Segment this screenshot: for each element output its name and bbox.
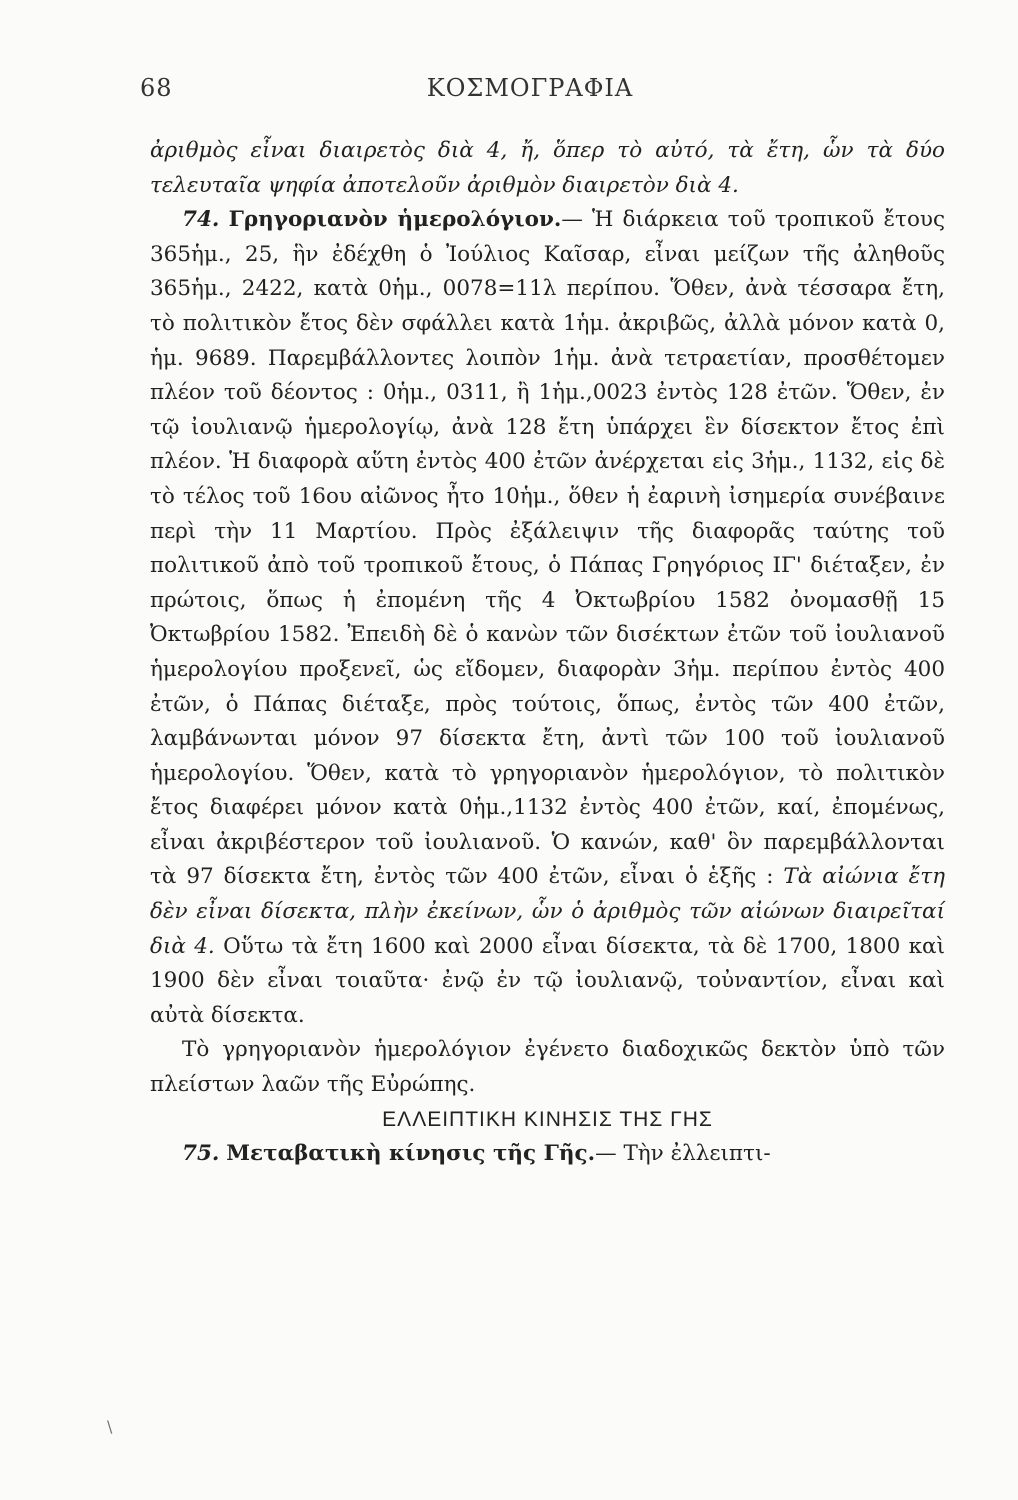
section-74-text: — Ἡ διάρκεια τοῦ τροπικοῦ ἔτους 365ἡμ., 25, ἣν ἐδέχθη ὁ Ἰούλιος Καῖσαρ, εἶναι μείζων τῆς ἀληθοῦς 365ἡμ., 2422, κατὰ 0ἡμ., 0078=11λ περίπου. Ὅθεν, ἀνὰ τέσσαρα ἔτη, τὸ πολιτικὸν ἔτος δὲν σφάλλει κατὰ 1ἡμ. ἀκριβῶς, ἀλλὰ μόνον κατὰ 0, ἡμ. 9689. Παρεμβάλλοντες λοιπὸν 1ἡμ. ἀνὰ τετραετίαν, προσθέτομεν πλέον τοῦ δέοντος : 0ἡμ., 0311, ἢ 1ἡμ.,0023 ἐντὸς 128 ἐτῶν. Ὅθεν, ἐν τῷ ἰουλιανῷ ἡμερολογίῳ, ἀνὰ 128 ἔτη ὑπάρχει ἓν δίσεκτον ἔτος ἐπὶ πλέον. Ἡ διαφορὰ αὕτη ἐντὸς 400 ἐτῶν ἀνέρχεται εἰς 3ἡμ., 1132, εἰς δὲ τὸ τέλος τοῦ 16ου αἰῶνος ἦτο 10ἡμ., ὅθεν ἡ ἐαρινὴ ἰσημερία συνέβαινε περὶ τὴν 11 Μαρτίου. Πρὸς ἐξάλειψιν τῆς διαφορᾶς ταύτης τοῦ πολιτικοῦ ἀπὸ τοῦ τροπικοῦ ἔτους, ὁ Πάπας Γρηγόριος ΙΓ' διέταξεν, ἐν πρώτοις, ὅπως ἡ ἐπομένη τῆς 4 Ὀκτωβρίου 1582 ὀνομασθῇ 15 Ὀκτωβρίου 1582. Ἐπειδὴ δὲ ὁ κανὼν τῶν δισέκτων ἐτῶν τοῦ ἰουλιανοῦ ἡμερολογίου προξενεῖ, ὡς εἴδομεν, διαφορὰν 3ἡμ. περίπου ἐντὸς 400 ἐτῶν, ὁ Πάπας διέταξε, πρὸς τούτοις, ὅπως, ἐντὸς τῶν 400 ἐτῶν, λαμβάνωνται μόνον 97 δίσεκτα ἔτη, ἀντὶ τῶν 100 τοῦ ἰουλιανοῦ ἡμερολογίου. Ὅθεν, κατὰ τὸ γρηγοριανὸν ἡμερολόγιον, τὸ πολιτικὸν ἔτος διαφέρει μόνον κατὰ 0ἡμ.,1132 ἐντὸς 400 ἐτῶν, καί, ἐπομένως, εἶναι ἀκριβέστερον τοῦ ἰουλιανοῦ. Ὁ κανών, καθ' ὃν παρεμβάλλονται τὰ 97 δίσεκτα ἔτη, ἐντὸς τῶν 400 ἐτῶν, εἶναι ὁ ἑξῆς :	[150, 207, 945, 890]
page-header	[140, 74, 920, 114]
leap-year-rule: Τὰ αἰώνια ἔτη δὲν εἶναι δίσεκτα, πλὴν ἐκείνων, ὧν ὁ ἀριθμὸς τῶν αἰώνων διαιρεῖταί διὰ 4.	[150, 864, 945, 959]
section-75-title: Μεταβατικὴ κίνησις τῆς Γῆς.	[226, 1141, 596, 1167]
section-74-title: Γρηγοριανὸν ἡμερολόγιον.	[228, 207, 562, 233]
running-title: ΚΟΣΜΟΓΡΑΦΙΑ	[426, 74, 634, 102]
intro-paragraph: ἀριθμὸς εἶναι διαιρετὸς διὰ 4, ἤ, ὅπερ τὸ αὐτό, τὰ ἔτη, ὧν τὰ δύο τελευταῖα ψηφία ἀποτελοῦν ἀριθμὸν διαιρετὸν διὰ 4.	[150, 138, 945, 198]
section-75-text: — Τὴν ἐλλειπτι-	[595, 1141, 771, 1167]
page-number: 68	[140, 74, 173, 102]
chapter-heading: ΕΛΛΕΙΠΤΙΚΗ ΚΙΝΗΣΙΣ ΤΗΣ ΓΗΣ	[382, 1107, 713, 1131]
section-74-closing: Τὸ γρηγοριανὸν ἡμερολόγιον ἐγένετο διαδοχικῶς δεκτὸν ὑπὸ τῶν πλείστων λαῶν τῆς Εὐρώπης.	[150, 1037, 945, 1098]
stray-mark: \	[107, 1417, 113, 1436]
section-74-text-after-rule: Οὕτω τὰ ἔτη 1600 καὶ 2000 εἶναι δίσεκτα, τὰ δὲ 1700, 1800 καὶ 1900 δὲν εἶναι τοιαῦτα· ἐνῷ ἐν τῷ ἰουλιανῷ, τοὐναντίον, εἶναι καὶ αὐτὰ δίσεκτα.	[150, 933, 945, 1028]
section-74-paragraph	[150, 203, 945, 1033]
page-body	[150, 134, 945, 1172]
section-75-number: 75.	[182, 1141, 220, 1167]
section-74-number: 74.	[182, 207, 220, 233]
section-75-paragraph	[150, 1137, 945, 1172]
